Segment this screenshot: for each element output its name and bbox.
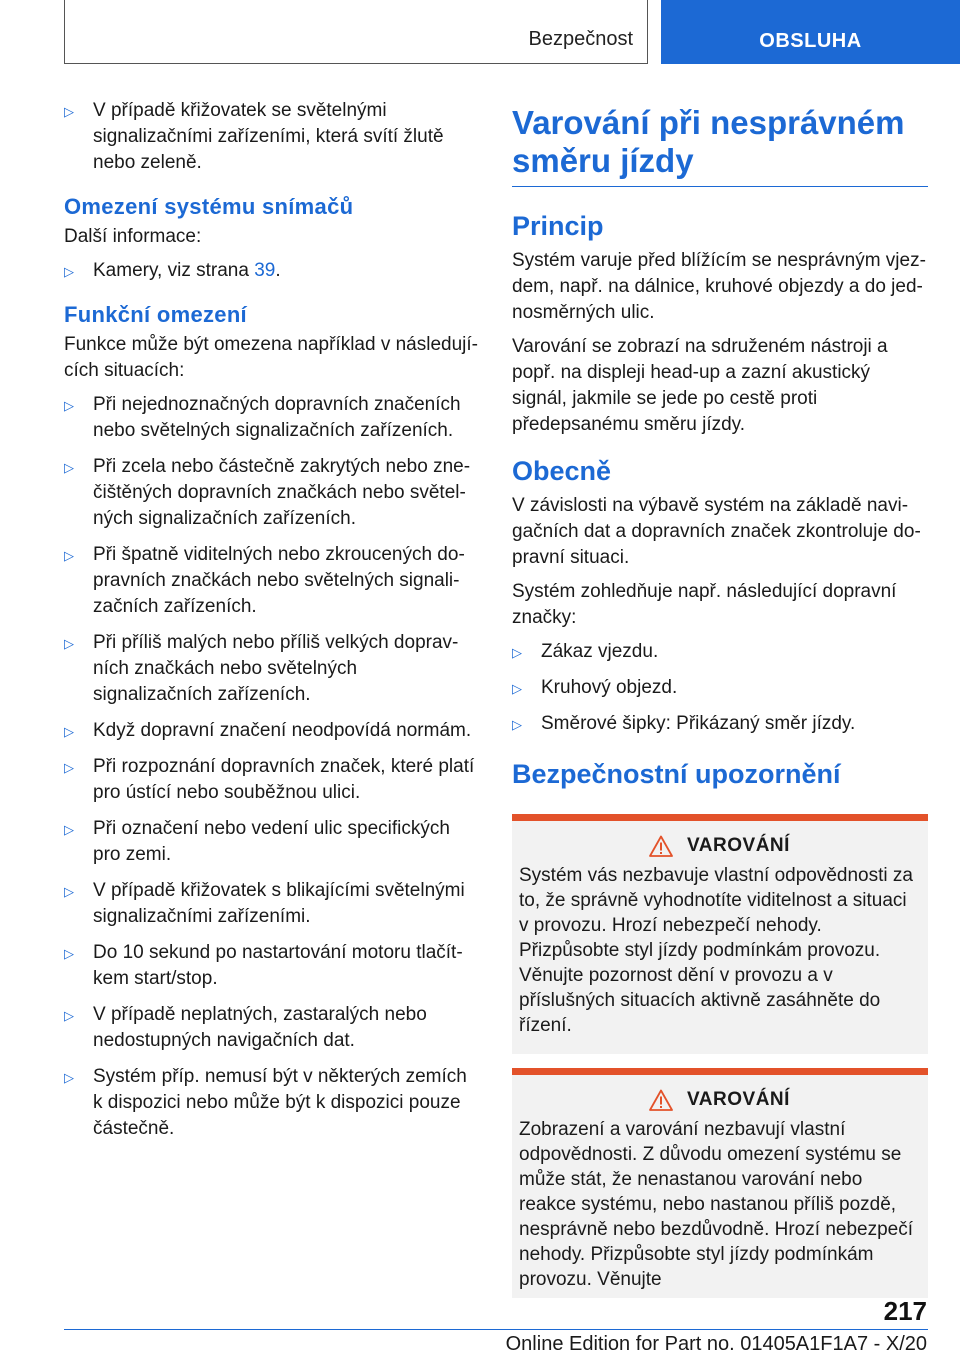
triangle-right-icon: ▷ xyxy=(64,760,74,775)
list-item: ▷ Když dopravní značení neodpovídá normám. xyxy=(64,718,478,744)
chapter-title: Varování při nesprávném směru jízdy xyxy=(512,104,928,187)
general-paragraph-1: V závislosti na výbavě systém na základě navigačních dat a dopravních značek zkontroluje dopravní situaci. xyxy=(512,495,921,568)
triangle-right-icon: ▷ xyxy=(64,1008,74,1023)
list-item: ▷ Při nejednoznačných dopravních značeních nebo světelných signalizačních zařízeních. xyxy=(64,394,461,441)
list-item: ▷ Systém příp. nemusí být v některých zemích k dispozici nebo může být k dispozici pouze částečně. xyxy=(64,1066,467,1139)
list-item: ▷ Směrové šipky: Přikázaný směr jízdy. xyxy=(512,711,928,737)
warning-label: VAROVÁNÍ xyxy=(687,835,790,856)
triangle-right-icon: ▷ xyxy=(64,104,74,119)
triangle-right-icon: ▷ xyxy=(64,884,74,899)
list-item: ▷ V případě neplatných, zastaralých nebo nedostupných navigačních dat. xyxy=(64,1004,427,1051)
header-section-box xyxy=(64,0,648,64)
triangle-right-icon: ▷ xyxy=(64,548,74,563)
triangle-right-icon: ▷ xyxy=(64,724,74,739)
left-column xyxy=(64,98,478,1152)
warning-header xyxy=(519,1089,920,1111)
heading-principle: Princip xyxy=(512,211,604,241)
general-paragraph-2: Systém zohledňuje např. následující dopravní značky: xyxy=(512,581,897,628)
triangle-right-icon: ▷ xyxy=(512,717,522,732)
list-item: ▷ Při zcela nebo částečně zakrytých nebo znečištěných dopravních značkách nebo světelných signalizačních zařízeních. xyxy=(64,456,471,529)
heading-general: Obecně xyxy=(512,456,612,486)
list-item: ▷ Zákaz vjezdu. xyxy=(512,639,928,665)
footer-edition: Online Edition for Part no. 01405A1F1A7 - X/20 xyxy=(505,1333,927,1355)
triangle-right-icon: ▷ xyxy=(64,946,74,961)
principle-paragraph-1: Systém varuje před blížícím se nesprávným vjezdem, např. na dálnice, kruhové objezdy a do jednosměrných ulic. xyxy=(512,250,926,323)
triangle-right-icon: ▷ xyxy=(64,636,74,651)
list-item: ▷ Při špatně viditelných nebo zkroucených dopravních značkách nebo světelných signalizačních zařízeních. xyxy=(64,544,465,617)
list-item: ▷ Kruhový objezd. xyxy=(512,675,928,701)
footer-divider xyxy=(64,1329,928,1330)
list-item: ▷ Při označení nebo vedení ulic specifických pro zemi. xyxy=(64,818,450,865)
list-item: ▷ V případě křižovatek s blikajícími světelnými signalizačními zařízeními. xyxy=(64,880,465,927)
list-item: ▷ Při rozpoznání dopravních značek, které platí pro ústící nebo souběžnou ulici. xyxy=(64,756,475,803)
right-column xyxy=(512,104,928,1312)
warning-triangle-icon xyxy=(649,1089,673,1111)
heading-sensor-limits: Omezení systému snímačů xyxy=(64,194,354,219)
heading-functional-limits: Funkční omezení xyxy=(64,302,247,327)
triangle-right-icon: ▷ xyxy=(512,645,522,660)
triangle-right-icon: ▷ xyxy=(64,1070,74,1085)
more-info-label: Další informace: xyxy=(64,226,202,247)
page-number: 217 xyxy=(883,1296,927,1326)
triangle-right-icon: ▷ xyxy=(512,681,522,696)
page-link[interactable]: 39 xyxy=(254,260,276,281)
list-item: ▷ Při příliš malých nebo příliš velkých dopravních značkách nebo světelných signalizačních zařízeních. xyxy=(64,632,459,705)
header-chapter-tab[interactable]: OBSLUHA xyxy=(661,0,960,64)
triangle-right-icon: ▷ xyxy=(64,460,74,475)
list-item-camera: ▷ Kamery, viz strana 39. xyxy=(64,258,478,284)
triangle-right-icon: ▷ xyxy=(64,398,74,413)
warning-label: VAROVÁNÍ xyxy=(687,1089,790,1110)
list-item: ▷ V případě křižovatek se světelnými signalizačními zařízeními, která svítí žlutě nebo zeleně. xyxy=(64,100,444,173)
triangle-right-icon: ▷ xyxy=(64,822,74,837)
warning-header xyxy=(519,835,920,857)
principle-paragraph-2: Varování se zobrazí na sdruženém nástroji a popř. na displeji head-up a zazní akustický signál, jakmile se jede po cestě proti předepsanému směru jízdy. xyxy=(512,336,888,435)
warning-box xyxy=(512,1068,928,1298)
list-item: ▷ Do 10 sekund po nastartování motoru tlačítkem start/stop. xyxy=(64,942,463,989)
triangle-right-icon: ▷ xyxy=(64,264,74,279)
heading-safety: Bezpečnostní upozornění xyxy=(512,759,841,789)
warning-triangle-icon xyxy=(649,835,673,857)
warning-box xyxy=(512,814,928,1054)
warning-text: Systém vás nezbavuje vlastní odpovědnosti za to, že správně vyhodnotíte viditelnost a situaci v provozu. Hrozí nebezpečí nehody. Přizpůsobte styl jízdy podmínkám provozu. Věnujte pozornost dění v provozu a v příslušných situacích aktivně zasáhněte do řízení. xyxy=(519,865,913,1036)
header-section-title: Bezpečnost xyxy=(528,28,633,50)
warning-text: Zobrazení a varování nezbavují vlastní odpovědnosti. Z důvodu omezení systému se může stát, že nenastanou varování nebo reakce systému, nebo nastanou příliš pozdě, nesprávně nebo bezdůvodně. Hrozí nebezpečí nehody. Přizpůsobte styl jízdy podmínkám provozu. Věnujte xyxy=(519,1119,913,1290)
functional-intro: Funkce může být omezena například v následujících situacích: xyxy=(64,334,478,381)
